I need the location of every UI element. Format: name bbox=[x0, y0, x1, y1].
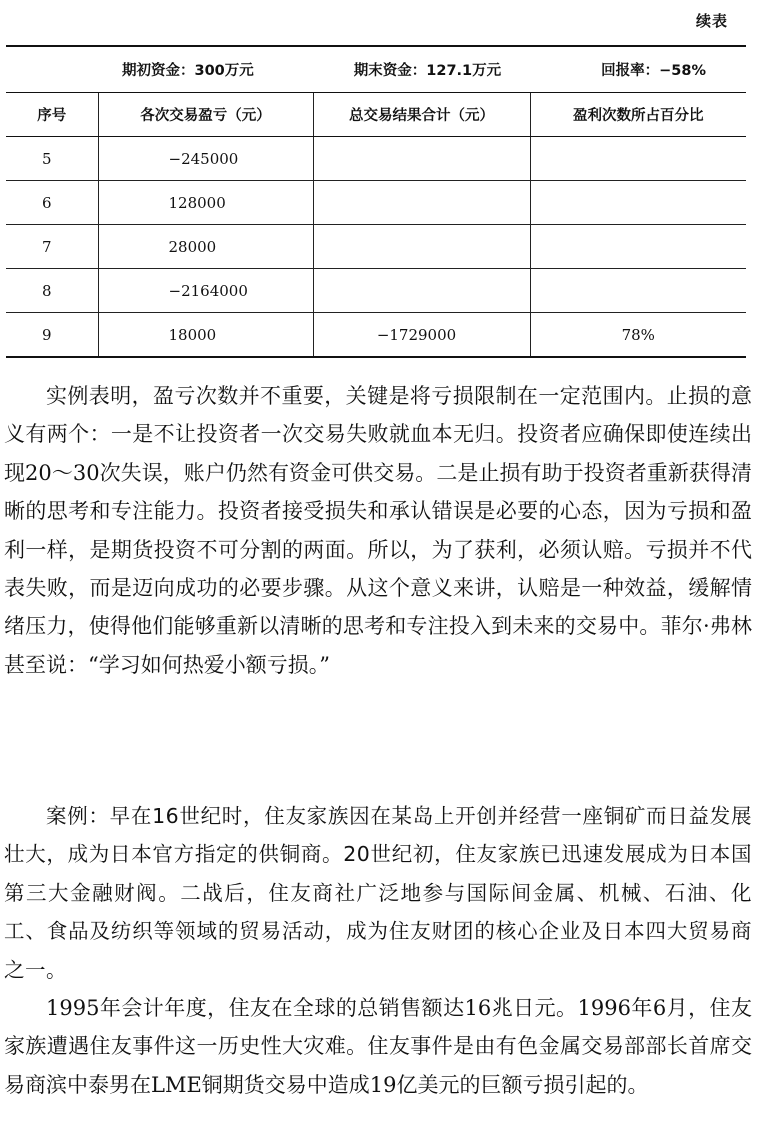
paragraph-stop-loss: 实例表明，盈亏次数并不重要，关键是将亏损限制在一定范围内。止损的意义有两个：一是不让投资者一次交易失败就血本无归。投资者应确保即使连续出现20～30次失误，账户仍然有资金可供交易。二是止损有助于投资者重新获得清晰的思考和专注能力。投资者接受损失和承认错误是必要的心态，因为亏损和盈利一样，是期货投资不可分割的两面。所以，为了获利，必须认赔。亏损并不代表失败，而是迈向成功的必要步骤。从这个意义来讲，认赔是一种效益，缓解情绪压力，使得他们能够重新以清晰的思考和专注投入到未来的交易中。菲尔·弗林甚至说：“学习如何热爱小额亏损。” bbox=[4, 384, 752, 677]
cell-total bbox=[313, 181, 530, 225]
table-row bbox=[6, 137, 746, 181]
paragraph-case-sumitomo: 案例：早在16世纪时，住友家族因在某岛上开创并经营一座铜矿而日益发展壮大，成为日本官方指定的供铜商。20世纪初，住友家族已迅速发展成为日本国第三大金融财阀。二战后，住友商社广泛地参与国际间金属、机械、石油、化工、食品及纺织等领域的贸易活动，成为住友财团的核心企业及日本四大贸易商之一。 bbox=[4, 804, 752, 982]
trading-results-table bbox=[6, 45, 746, 358]
table-summary-row bbox=[6, 46, 746, 93]
table-row bbox=[6, 181, 746, 225]
cell-pl: 128000 bbox=[98, 181, 313, 225]
cell-seq: 6 bbox=[6, 181, 98, 225]
cell-seq: 7 bbox=[6, 225, 98, 269]
column-header-pct: 盈利次数所占百分比 bbox=[530, 93, 746, 137]
continued-table-label: 续表 bbox=[695, 12, 728, 30]
cell-pl: −245000 bbox=[98, 137, 313, 181]
cell-pl: −2164000 bbox=[98, 269, 313, 313]
cell-total bbox=[313, 225, 530, 269]
table-row bbox=[6, 269, 746, 313]
table-header-row bbox=[6, 93, 746, 137]
cell-seq: 5 bbox=[6, 137, 98, 181]
paragraph-sumitomo-incident: 1995年会计年度，住友在全球的总销售额达16兆日元。1996年6月，住友家族遭遇住友事件这一历史性大灾难。住友事件是由有色金属交易部部长首席交易商滨中泰男在LME铜期货交易中造成19亿美元的巨额亏损引起的。 bbox=[4, 996, 752, 1097]
initial-capital: 期初资金：300万元 bbox=[122, 63, 254, 79]
cell-pct bbox=[530, 225, 746, 269]
cell-pct bbox=[530, 137, 746, 181]
column-header-total: 总交易结果合计（元） bbox=[313, 93, 530, 137]
cell-pct bbox=[530, 269, 746, 313]
column-header-seq: 序号 bbox=[6, 93, 98, 137]
cell-pct bbox=[530, 181, 746, 225]
cell-total bbox=[313, 269, 530, 313]
return-rate: 回报率：−58% bbox=[601, 63, 707, 79]
capital-summary bbox=[6, 59, 746, 80]
cell-pl: 18000 bbox=[98, 313, 313, 358]
table-row bbox=[6, 225, 746, 269]
cell-total: −1729000 bbox=[313, 313, 530, 358]
cell-total bbox=[313, 137, 530, 181]
cell-pl: 28000 bbox=[98, 225, 313, 269]
cell-seq: 8 bbox=[6, 269, 98, 313]
table-row bbox=[6, 313, 746, 358]
column-header-pl: 各次交易盈亏（元） bbox=[98, 93, 313, 137]
cell-seq: 9 bbox=[6, 313, 98, 358]
cell-pct: 78% bbox=[530, 313, 746, 358]
final-capital: 期末资金：127.1万元 bbox=[353, 63, 502, 79]
